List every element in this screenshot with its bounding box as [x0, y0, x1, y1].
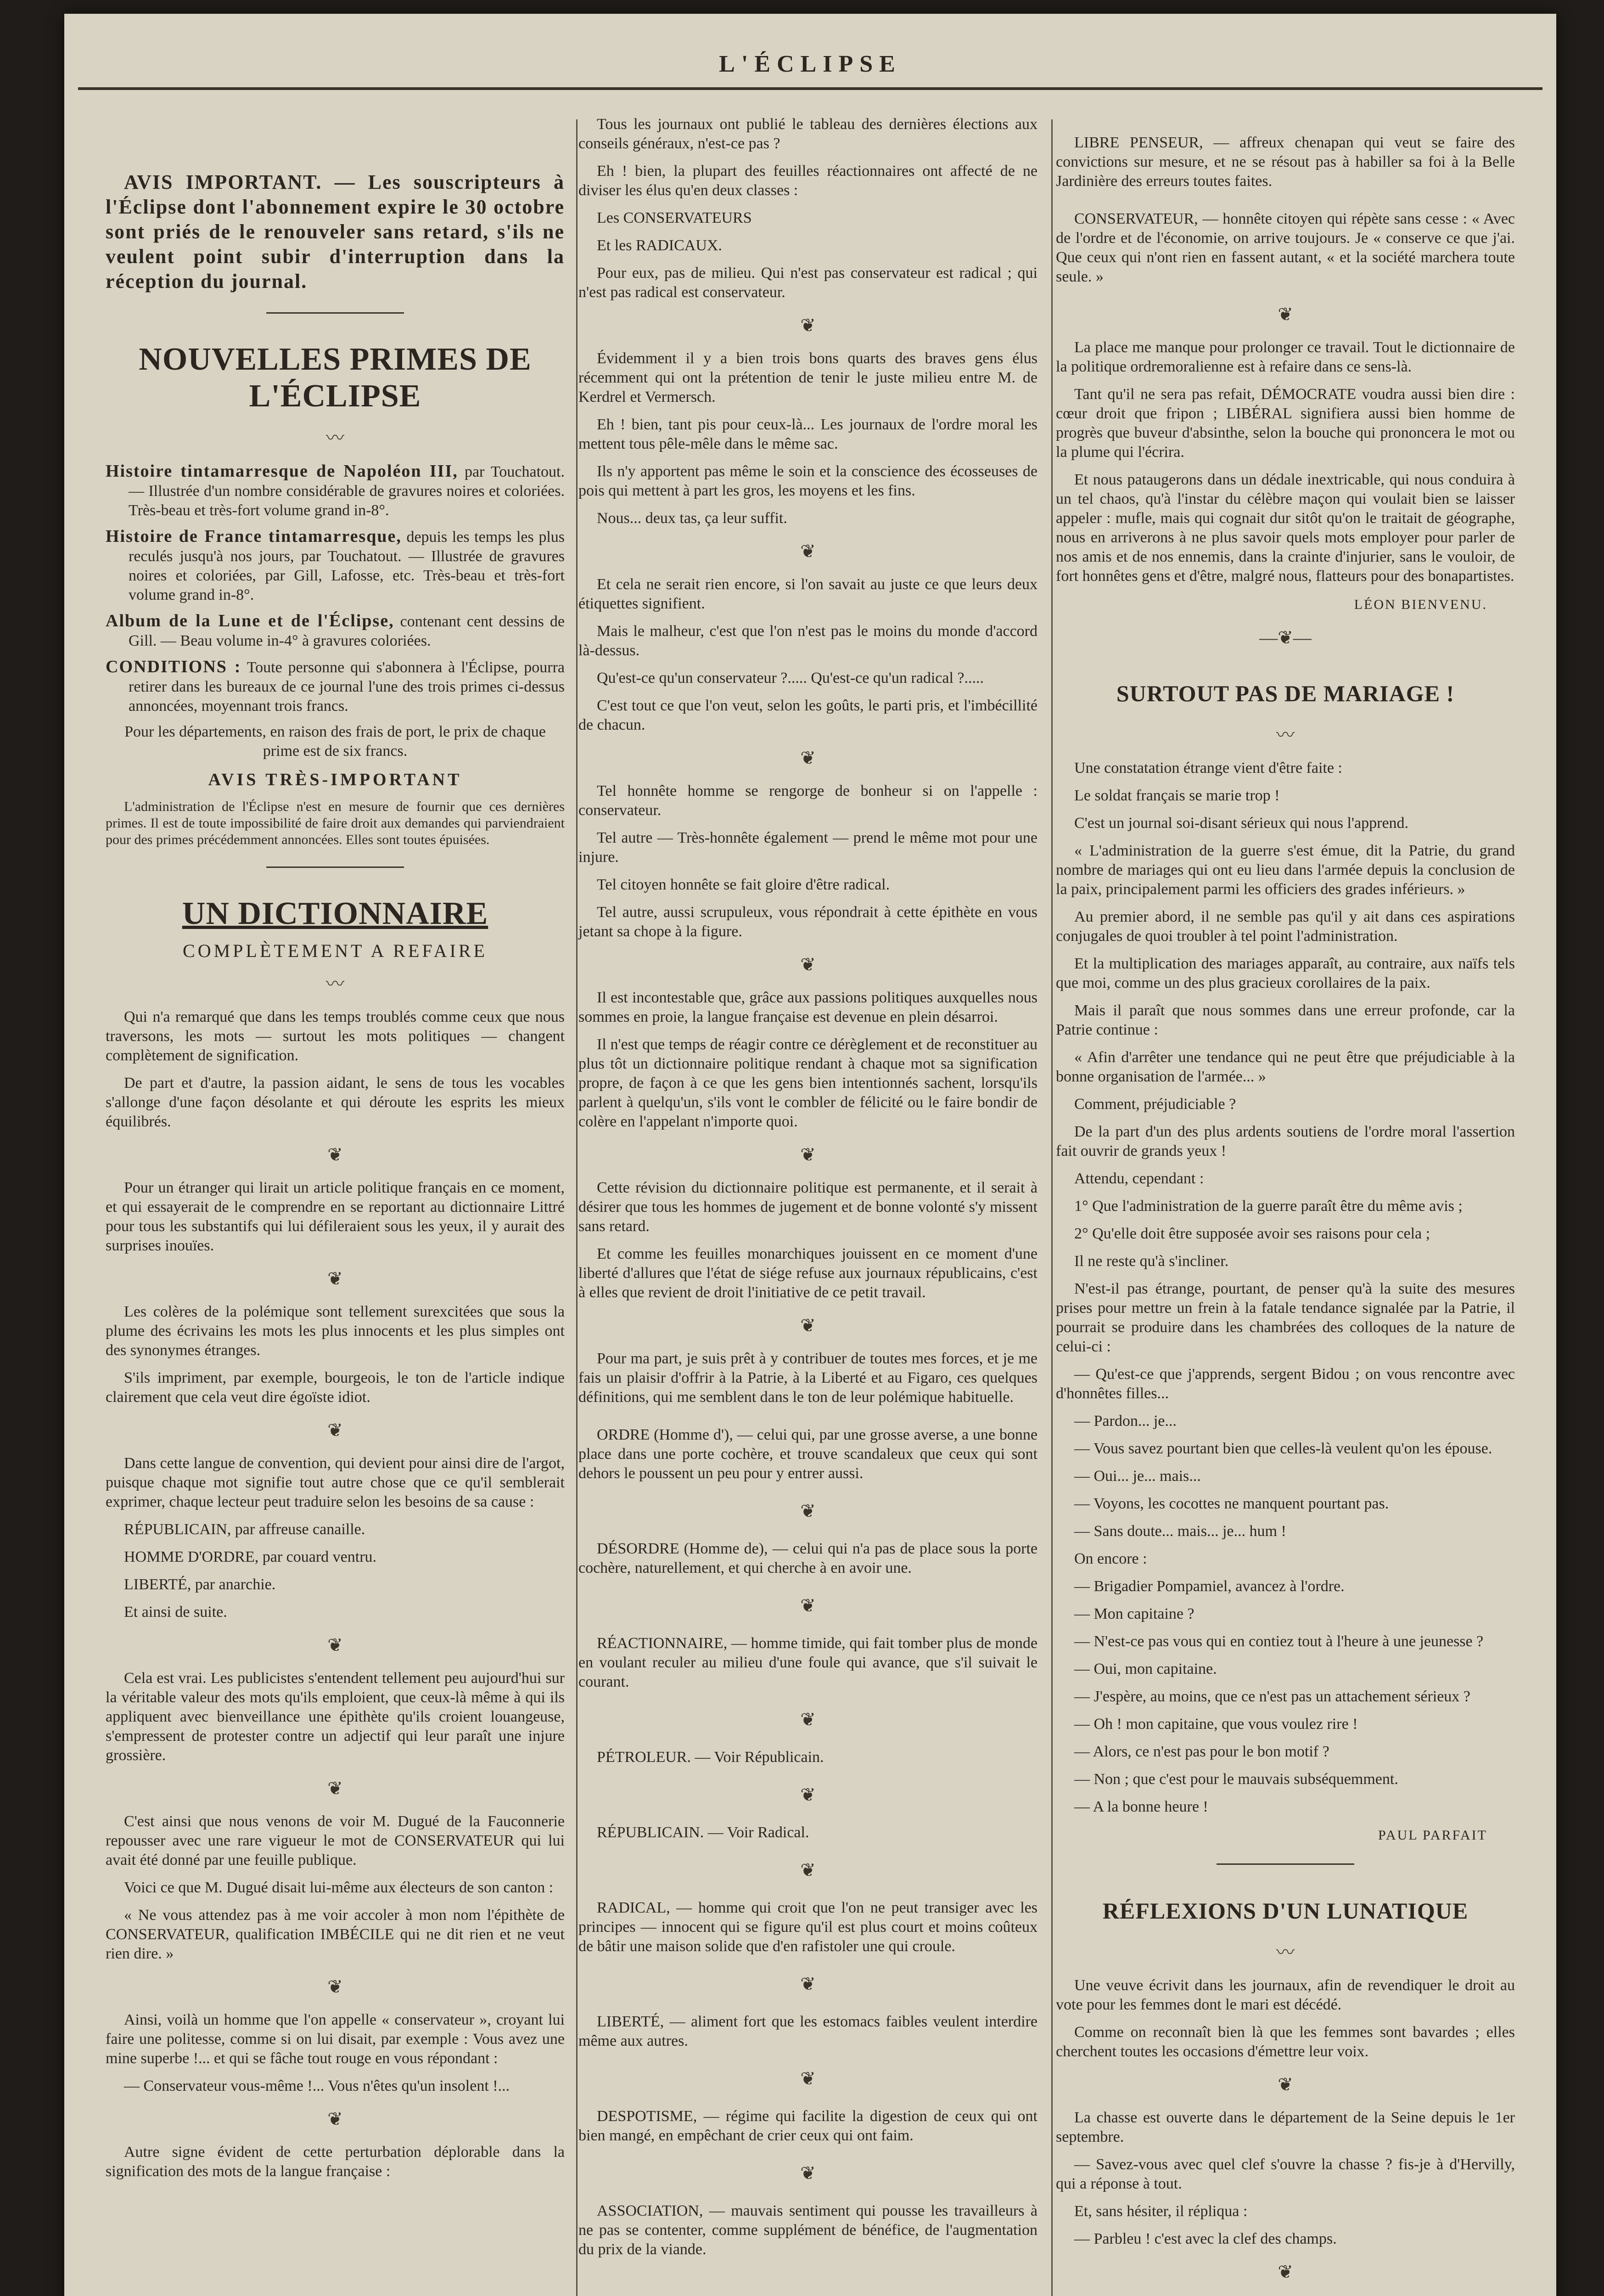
divider	[266, 312, 404, 314]
paragraph: Les colères de la polémique sont tellement surexcitées que sous la plume des écrivains les mots les plus innocents et les plus simples ont des synonymes étranges.	[106, 1303, 565, 1359]
prime-description: Toute personne qui s'abonnera à l'Éclipse, pourra retirer dans les bureaux de ce journal l'une des trois primes ci-dessus annoncées, moyennant trois francs.	[129, 659, 565, 715]
dialogue-line: — Brigadier Pompamiel, avancez à l'ordre.	[1074, 1578, 1345, 1595]
dialogue-line: — Vous savez pourtant bien que celles-là veulent qu'on les épouse.	[1074, 1440, 1492, 1457]
paragraph: Comme on reconnaît bien là que les femmes sont bavardes ; elles cherchent toutes les occasions d'émettre leur voix.	[1056, 2024, 1515, 2060]
paragraph: Ainsi, voilà un homme que l'on appelle « conservateur », croyant lui faire une politesse, comme si on lui disait, par exemple : Vous avez une mine superbe !... et qui se fâche tout rouge en vous répondant :	[106, 2011, 565, 2067]
avis2-title: AVIS TRÈS-IMPORTANT	[208, 770, 462, 789]
paragraph: Pour eux, pas de milieu. Qui n'est pas conservateur est radical ; qui n'est pas radical est conservateur.	[578, 264, 1038, 301]
paragraph: Et nous pataugerons dans un dédale inextricable, qui nous conduira à un tel chaos, qu'à l'instar du célèbre maçon qui voulait bien se laisser appeler : mufle, mais qui cognait dur sitôt qu'on le traitait de géographe, nous en arriverons à ne plus savoir quels mots employer pour parler de nos amis et de nos ennemis, dans la crainte d'injurier, sans le vouloir, de fort honnêtes gens et d'être, malgré nous, flatteurs pour des bonapartistes.	[1056, 471, 1515, 585]
dialogue-line: Au premier abord, il ne semble pas qu'il y ait dans ces aspirations conjugales de quoi troubler à tel point l'administration.	[1056, 908, 1515, 945]
signature: LÉON BIENVENU.	[1354, 597, 1487, 612]
paragraph: Une veuve écrivit dans les journaux, afin de revendiquer le droit au vote pour les femmes dont le mari est décédé.	[1056, 1977, 1515, 2013]
definitions-list	[578, 1425, 1038, 2259]
paragraph: Nous... deux tas, ça leur suffit.	[597, 510, 787, 527]
paragraph: Ils n'y apportent pas même le soin et la conscience des écosseuses de pois qui mettent à part les gros, les moyens et les fins.	[578, 463, 1038, 499]
prime-name: Album de la Lune et de l'Éclipse,	[106, 611, 394, 630]
paragraph: Cette révision du dictionnaire politique est permanente, et il serait à désirer que tous les hommes de jugement et de bonne volonté s'y missent sans retard.	[578, 1179, 1038, 1235]
paragraph: Les CONSERVATEURS	[597, 209, 752, 226]
prime-description: par Touchatout. — Illustrée d'un nombre considérable de gravures noires et coloriées. Très-beau et très-fort volume grand in-8°.	[129, 463, 565, 519]
dialogue-line: Et la multiplication des mariages apparaît, au contraire, aux naïfs tels que moi, comme un des plus gracieux corollaires de la paix.	[1056, 955, 1515, 991]
divider	[266, 867, 404, 868]
ornament-icon: 〰	[326, 974, 344, 994]
paragraph: HOMME D'ORDRE, par couard ventru.	[124, 1548, 377, 1565]
newspaper-title: L'ÉCLIPSE	[719, 51, 902, 77]
ornament-icon: ❦	[1278, 2262, 1293, 2282]
paragraph: Et, sans hésiter, il répliqua :	[1074, 2203, 1248, 2220]
definition: DÉSORDRE (Homme de), — celui qui n'a pas de place sous la porte cochère, naturellement, et qui cherche à en avoir une.	[578, 1540, 1038, 1576]
prime-name: CONDITIONS :	[106, 657, 241, 676]
column-rule	[576, 119, 578, 2296]
paragraph: C'est ainsi que nous venons de voir M. Dugué de la Fauconnerie repousser avec une rare vigueur le mot de CONSERVATEUR qui lui avait été donné par une feuille publique.	[106, 1813, 565, 1868]
reflexions-title: RÉFLEXIONS D'UN LUNATIQUE	[1102, 1898, 1469, 1924]
paragraph: Et les RADICAUX.	[597, 237, 722, 254]
ornament-icon: ❦	[800, 1595, 816, 1616]
paragraph: Eh ! bien, tant pis pour ceux-là... Les journaux de l'ordre moral les mettent tous pêle-mêle dans le même sac.	[578, 416, 1038, 452]
ornament-icon: ❦	[800, 1144, 816, 1165]
ornament-icon: ❦	[800, 315, 816, 336]
paragraph: La place me manque pour prolonger ce travail. Tout le dictionnaire de la politique ordremoralienne est à refaire dans ce sens-là.	[1056, 339, 1515, 375]
definition: CONSERVATEUR, — honnête citoyen qui répète sans cesse : « Avec de l'ordre et de l'économie, on arrive toujours. Je « conserve ce que j'ai. Que ceux qui n'ont rien en fassent autant, « et la société marchera toute seule. »	[1056, 210, 1515, 285]
dialogue-line: « Afin d'arrêter une tendance qui ne peut être que préjudiciable à la bonne organisation de l'armée... »	[1056, 1049, 1515, 1085]
primes-title: NOUVELLES PRIMES DE L'ÉCLIPSE	[139, 342, 532, 414]
paragraph: Tel citoyen honnête se fait gloire d'être radical.	[597, 876, 890, 893]
paragraph: Il n'est que temps de réagir contre ce dérèglement et de reconstituer au plus tôt un dictionnaire politique rendant à chaque mot sa signification propre, de façon à ce que les gens bien intentionnés sachent, lorsqu'ils parlent à quelqu'un, s'ils vont le combler de félicité ou le faire bondir de colère en l'appelant n'importe quoi.	[578, 1036, 1038, 1130]
article-closing	[1056, 338, 1515, 586]
paragraph: Eh ! bien, la plupart des feuilles réactionnaires ont affecté de ne diviser les élus qu'en deux classes :	[578, 163, 1038, 199]
dialogue-line: Mais il paraît que nous sommes dans une erreur profonde, car la Patrie continue :	[1056, 1002, 1515, 1038]
column-1	[106, 115, 565, 2189]
dialogue-line: — Pardon... je...	[1074, 1412, 1177, 1429]
newspaper-page	[64, 14, 1556, 2296]
ornament-icon: 〰	[1276, 1942, 1295, 1963]
ornament-icon: ❦	[1278, 2074, 1293, 2095]
ornament-icon: ❦	[800, 1709, 816, 1730]
paragraph: — Parbleu ! c'est avec la clef des champs.	[1074, 2230, 1337, 2247]
ornament-icon: ❦	[800, 1501, 816, 1521]
dialogue-line: Attendu, cependant :	[1074, 1170, 1204, 1187]
paragraph: Mais le malheur, c'est que l'on n'est pas le moins du monde d'accord là-dessus.	[578, 623, 1038, 659]
dialogue-line: Il ne reste qu'à s'incliner.	[1074, 1253, 1229, 1270]
paragraph: RÉPUBLICAIN, par affreuse canaille.	[124, 1521, 365, 1538]
paragraph: Qui n'a remarqué que dans les temps troublés comme ceux que nous traversons, les mots — surtout les mots politiques — changent complètement de signification.	[106, 1008, 565, 1064]
dialogue-line: — Sans doute... mais... je... hum !	[1074, 1523, 1286, 1540]
avis-important: AVIS IMPORTANT. — Les souscripteurs à l'Éclipse dont l'abonnement expire le 30 octobre sont priés de le renouveler sans retard, s'ils ne veulent point subir d'interruption dans la réception du journal.	[106, 171, 565, 293]
column-rule	[1051, 119, 1053, 2296]
mariage-title: SURTOUT PAS DE MARIAGE !	[1116, 681, 1455, 706]
dialogue-line: — Alors, ce n'est pas pour le bon motif ?	[1074, 1743, 1329, 1760]
dialogue-line: « L'administration de la guerre s'est émue, dit la Patrie, du grand nombre de mariages qui ont eu lieu dans l'armée depuis la conclusion de la paix, principalement parmi les officiers des grades inférieurs. »	[1056, 842, 1515, 898]
ornament-icon: ❦	[800, 748, 816, 768]
paragraph: LIBERTÉ, par anarchie.	[124, 1576, 276, 1593]
ornament-icon: —❦—	[1259, 627, 1312, 648]
dialogue-line: — N'est-ce pas vous qui en contiez tout à l'heure à une jeunesse ?	[1074, 1633, 1484, 1650]
paragraph: Et cela ne serait rien encore, si l'on savait au juste ce que leurs deux étiquettes signifient.	[578, 576, 1038, 612]
ornament-icon: ❦	[1278, 304, 1293, 325]
paragraph: — Savez-vous avec quel clef s'ouvre la chasse ? fis-je à d'Hervilly, qui a réponse à tout.	[1056, 2156, 1515, 2192]
divider	[1217, 1863, 1354, 1865]
dialogue-line: C'est un journal soi-disant sérieux qui nous l'apprend.	[1074, 815, 1409, 832]
paragraph: Pour un étranger qui lirait un article politique français en ce moment, et qui essayerait de le comprendre en se reportant au dictionnaire Littré pour tous les substantifs qui lui défileraient sous les yeux, il y aurait des surprises inouïes.	[106, 1179, 565, 1254]
mariage-article	[1056, 759, 1515, 1817]
paragraph: Tant qu'il ne sera pas refait, DÉMOCRATE voudra aussi bien dire : cœur droit que fripon ; LIBÉRAL signifiera aussi bien homme de progrès que buveur d'absinthe, selon la bouche qui prononcera le mot ou la plume qui l'écrira.	[1056, 386, 1515, 461]
prime-item	[106, 461, 565, 520]
paragraph: « Ne vous attendez pas à me voir accoler à mon nom l'épithète de CONSERVATEUR, qualification IMBÉCILE qui ne dit rien et ne veut rien dire. »	[106, 1907, 565, 1962]
prime-item	[106, 657, 565, 716]
paragraph: De part et d'autre, la passion aidant, le sens de tous les vocables s'allonge d'une façon désolante et qui déroute les esprits les mieux équilibrés.	[106, 1075, 565, 1130]
definition: LIBERTÉ, — aliment fort que les estomacs faibles veulent interdire même aux autres.	[578, 2013, 1038, 2049]
definition: RÉACTIONNAIRE, — homme timide, qui fait tomber plus de monde en voulant reculer au milieu d'une foule qui avance, que s'il suivait le courant.	[578, 1635, 1038, 1690]
dialogue-line: Le soldat français se marie trop !	[1074, 787, 1280, 804]
dict-title: UN DICTIONNAIRE	[182, 896, 488, 931]
dialogue-line: On encore :	[1074, 1550, 1147, 1567]
paragraph: Évidemment il y a bien trois bons quarts des braves gens élus récemment qui ont la prétention de tenir le juste milieu entre M. de Kerdrel et Vermersch.	[578, 350, 1038, 405]
ornament-icon: ❦	[327, 1268, 343, 1289]
column-2	[578, 115, 1038, 2278]
dialogue-line: — J'espère, au moins, que ce n'est pas un attachement sérieux ?	[1074, 1688, 1470, 1705]
dict-subtitle: COMPLÈTEMENT A REFAIRE	[183, 940, 488, 961]
definition: DESPOTISME, — régime qui facilite la digestion de ceux qui ont bien mangé, en empêchant de crier ceux qui ont faim.	[578, 2108, 1038, 2144]
paragraph: Autre signe évident de cette perturbation déplorable dans la signification des mots de la langue française :	[106, 2144, 565, 2180]
dialogue-line: — Oui, mon capitaine.	[1074, 1660, 1217, 1677]
ornament-icon: ❦	[800, 1315, 816, 1336]
ornament-icon: 〰	[1276, 725, 1295, 745]
ornament-icon: ❦	[800, 1784, 816, 1805]
dialogue-line: — Qu'est-ce que j'apprends, sergent Bidou ; on vous rencontre avec d'honnêtes filles...	[1056, 1366, 1515, 1402]
ornament-icon: ❦	[327, 1144, 343, 1165]
ornament-icon: ❦	[327, 1778, 343, 1799]
paragraph: Et comme les feuilles monarchiques jouissent en ce moment d'une liberté d'allures que l'état de siége refuse aux journaux républicains, c'est à elles que revient de droit l'initiative de ce petit travail.	[578, 1245, 1038, 1301]
paragraph: La chasse est ouverte dans le département de la Seine depuis le 1er septembre.	[1056, 2109, 1515, 2145]
ornament-icon: ❦	[800, 541, 816, 562]
ornament-icon: 〰	[326, 428, 344, 448]
paragraph: Qu'est-ce qu'un conservateur ?..... Qu'est-ce qu'un radical ?.....	[597, 670, 984, 687]
ornament-icon: ❦	[800, 1860, 816, 1880]
paragraph: S'ils impriment, par exemple, bourgeois, le ton de l'article indique clairement que cela veut dire égoïste idiot.	[106, 1369, 565, 1406]
avis2-text: L'administration de l'Éclipse n'est en mesure de fournir que ces dernières primes. Il est de toute impossibilité de faire droit aux demandes qui parviendraient pour des primes précédemment annoncées. Elles sont toutes épuisées.	[106, 799, 565, 847]
prime-item	[106, 527, 565, 605]
depts-note: Pour les départements, en raison des frais de port, le prix de chaque prime est de six francs.	[124, 723, 546, 760]
ornament-icon: ❦	[327, 2109, 343, 2129]
dialogue-line: N'est-il pas étrange, pourtant, de penser qu'à la suite des mesures prises pour mettre un frein à la fatale tendance signalée par la Patrie, il pourrait se produire dans les chambrées des colloques de la nature de celui-ci :	[1056, 1280, 1515, 1355]
dialogue-line: — Mon capitaine ?	[1074, 1605, 1195, 1622]
prime-name: Histoire tintamarresque de Napoléon III,	[106, 461, 458, 481]
paragraph: C'est tout ce que l'on veut, selon les goûts, le parti pris, et l'imbécillité de chacun.	[578, 697, 1038, 733]
definition: PÉTROLEUR. — Voir Républicain.	[597, 1749, 824, 1766]
definition: ORDRE (Homme d'), — celui qui, par une grosse averse, a une bonne place dans une porte cochère, et trouve scandaleux que ceux qui sont dehors le poussent un peu pour y entrer aussi.	[578, 1426, 1038, 1482]
paragraph: — Conservateur vous-même !... Vous n'êtes qu'un insolent !...	[124, 2077, 510, 2094]
dialogue-line: — A la bonne heure !	[1074, 1798, 1208, 1815]
definition: RÉPUBLICAIN. — Voir Radical.	[597, 1824, 809, 1841]
ornament-icon: ❦	[800, 2163, 816, 2183]
definitions-list-continued	[1056, 133, 1515, 287]
signature: PAUL PARFAIT	[1378, 1828, 1487, 1843]
paragraph: Tel autre, aussi scrupuleux, vous répondrait à cette épithète en vous jetant sa chope à la figure.	[578, 904, 1038, 940]
prime-description: depuis les temps les plus reculés jusqu'à nos jours, par Touchatout. — Illustrée de gravures noires et coloriées, par Gill, Lafosse, etc. Très-beau et très-fort volume grand in-8°.	[129, 529, 565, 603]
prime-description: contenant cent dessins de Gill. — Beau volume in-4° à gravures coloriées.	[129, 613, 565, 649]
dialogue-line: 2° Qu'elle doit être supposée avoir ses raisons pour cela ;	[1074, 1225, 1430, 1242]
dict-article	[106, 1007, 565, 2181]
ornament-icon: ❦	[327, 1635, 343, 1655]
paragraph: Tous les journaux ont publié le tableau des dernières élections aux conseils généraux, n'est-ce pas ?	[578, 116, 1038, 152]
definition: LIBRE PENSEUR, — affreux chenapan qui veut se faire des convictions sur mesure, et ne se résout pas à habiller sa foi à la Belle Jardinière des erreurs toutes faites.	[1056, 134, 1515, 190]
ornament-icon: ❦	[800, 1974, 816, 1994]
column-3	[1056, 115, 1515, 2296]
paragraph: Et ainsi de suite.	[124, 1604, 227, 1621]
ornament-icon: ❦	[800, 954, 816, 975]
dialogue-line: — Non ; que c'est pour le mauvais subséquemment.	[1074, 1771, 1398, 1788]
prime-item	[106, 611, 565, 651]
ornament-icon: ❦	[327, 1976, 343, 1997]
dialogue-line: Comment, préjudiciable ?	[1074, 1096, 1236, 1113]
definition: ASSOCIATION, — mauvais sentiment qui pousse les travailleurs à ne pas se contenter, comme supplément de bénéfice, de l'augmentation du prix de la viande.	[578, 2202, 1038, 2258]
paragraph: Tel honnête homme se rengorge de bonheur si on l'appelle : conservateur.	[578, 782, 1038, 819]
dict-article-continued	[578, 115, 1038, 1407]
dialogue-line: — Oh ! mon capitaine, que vous voulez rire !	[1074, 1716, 1358, 1733]
reflexions-article	[1056, 1976, 1515, 2296]
paragraph: Cela est vrai. Les publicistes s'entendent tellement peu aujourd'hui sur la véritable valeur des mots qu'ils emploient, que ceux-là même à qui ils appliquent avec bienveillance une épithète qu'ils croient louangeuse, s'empressent de protester contre un adjectif qui leur paraît une injure grossière.	[106, 1670, 565, 1764]
ornament-icon: ❦	[327, 1420, 343, 1441]
paragraph: Il est incontestable que, grâce aux passions politiques auxquelles nous sommes en proie, la langue française est devenue en plein désarroi.	[578, 989, 1038, 1025]
page-header	[78, 32, 1542, 90]
dialogue-line: De la part d'un des plus ardents soutiens de l'ordre moral l'assertion fait ouvrir de grands yeux !	[1056, 1123, 1515, 1159]
dialogue-line: — Voyons, les cocottes ne manquent pourtant pas.	[1074, 1495, 1389, 1512]
dialogue-line: Une constatation étrange vient d'être faite :	[1074, 760, 1342, 777]
ornament-icon: ❦	[800, 2068, 816, 2089]
prime-name: Histoire de France tintamarresque,	[106, 527, 402, 546]
dialogue-line: — Oui... je... mais...	[1074, 1468, 1201, 1485]
definition: RADICAL, — homme qui croit que l'on ne peut transiger avec les principes — innocent qui se figure qu'il est plus court et moins coûteux de bâtir une maison solide que d'en rafistoler une qui croule.	[578, 1899, 1038, 1955]
paragraph: Voici ce que M. Dugué disait lui-même aux électeurs de son canton :	[124, 1879, 554, 1896]
paragraph: Pour ma part, je suis prêt à y contribuer de toutes mes forces, et je me fais un plaisir d'offrir à la Patrie, à la Liberté et au Figaro, ces quelques définitions, qui me semblent dans le ton de leur polémique habituelle.	[578, 1350, 1038, 1406]
dialogue-line: 1° Que l'administration de la guerre paraît être du même avis ;	[1074, 1198, 1463, 1215]
paragraph: Dans cette langue de convention, qui devient pour ainsi dire de l'argot, puisque chaque mot signifie tout autre chose que ce qu'il semblerait exprimer, chaque lecteur peut traduire selon les besoins de sa cause :	[106, 1455, 565, 1510]
paragraph: Tel autre — Très-honnête également — prend le même mot pour une injure.	[578, 829, 1038, 866]
primes-list	[106, 461, 565, 716]
